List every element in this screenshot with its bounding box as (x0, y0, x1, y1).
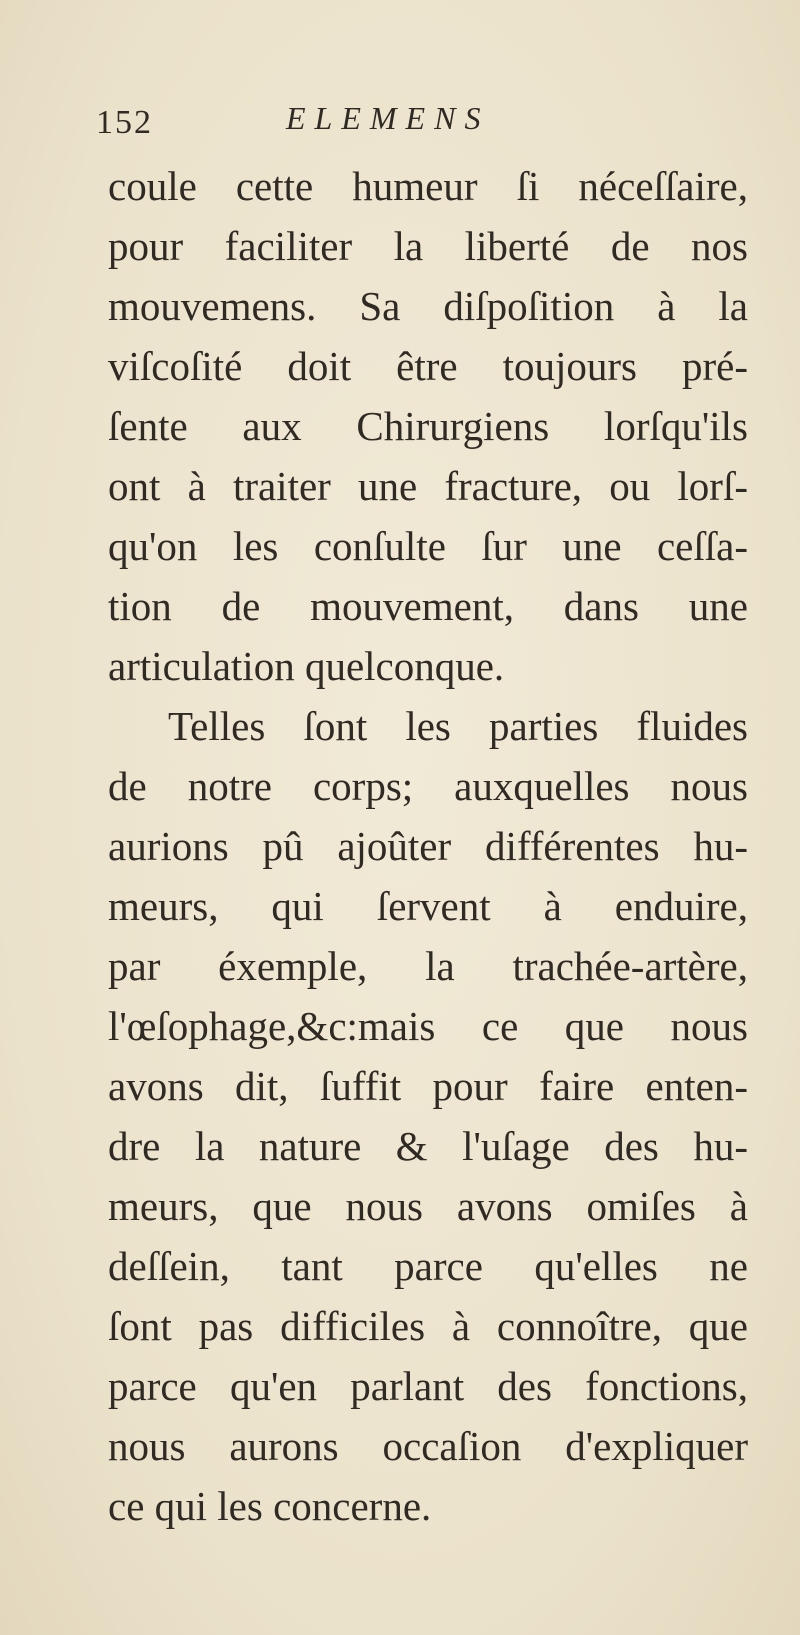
paragraph-start-line: Telles ſont les parties fluides (168, 703, 748, 749)
text-line: ce qui les concerne. (108, 1483, 432, 1529)
text-line: ont à traiter une fracture, ou lorſ- (108, 463, 748, 509)
text-line: qu'on les conſulte ſur une ceſſa- (108, 523, 748, 569)
text-line: de notre corps; auxquelles nous (108, 763, 748, 809)
text-line: avons dit, ſuffit pour faire enten- (108, 1063, 748, 1109)
text-line: mouvemens. Sa diſpoſition à la (108, 283, 748, 329)
text-line: ſont pas difficiles à connoître, que (108, 1303, 748, 1349)
text-line: meurs, que nous avons omiſes à (108, 1183, 748, 1229)
text-line: coule cette humeur ſi néceſſaire, (108, 163, 748, 209)
text-line: dre la nature & l'uſage des hu- (108, 1123, 748, 1169)
text-line: tion de mouvement, dans une (108, 583, 748, 629)
text-line: ſente aux Chirurgiens lorſqu'ils (108, 403, 748, 449)
text-line: deſſein, tant parce qu'elles ne (108, 1243, 748, 1289)
running-head (96, 100, 696, 150)
text-line: pour faciliter la liberté de nos (108, 223, 748, 269)
text-line: par éxemple, la trachée-artère, (108, 943, 748, 989)
text-line: articulation quelconque. (108, 643, 505, 689)
text-line: parce qu'en parlant des fonctions, (108, 1363, 748, 1409)
text-line: meurs, qui ſervent à enduire, (108, 883, 748, 929)
text-line: viſcoſité doit être toujours pré- (108, 343, 748, 389)
text-line: aurions pû ajoûter différentes hu- (108, 823, 748, 869)
text-line: l'œſophage,&c:mais ce que nous (108, 1003, 748, 1049)
running-title: ELEMENS (286, 100, 490, 136)
page-number: 152 (96, 104, 153, 141)
text-line: nous aurons occaſion d'expliquer (108, 1423, 748, 1469)
body-text (108, 156, 748, 1536)
